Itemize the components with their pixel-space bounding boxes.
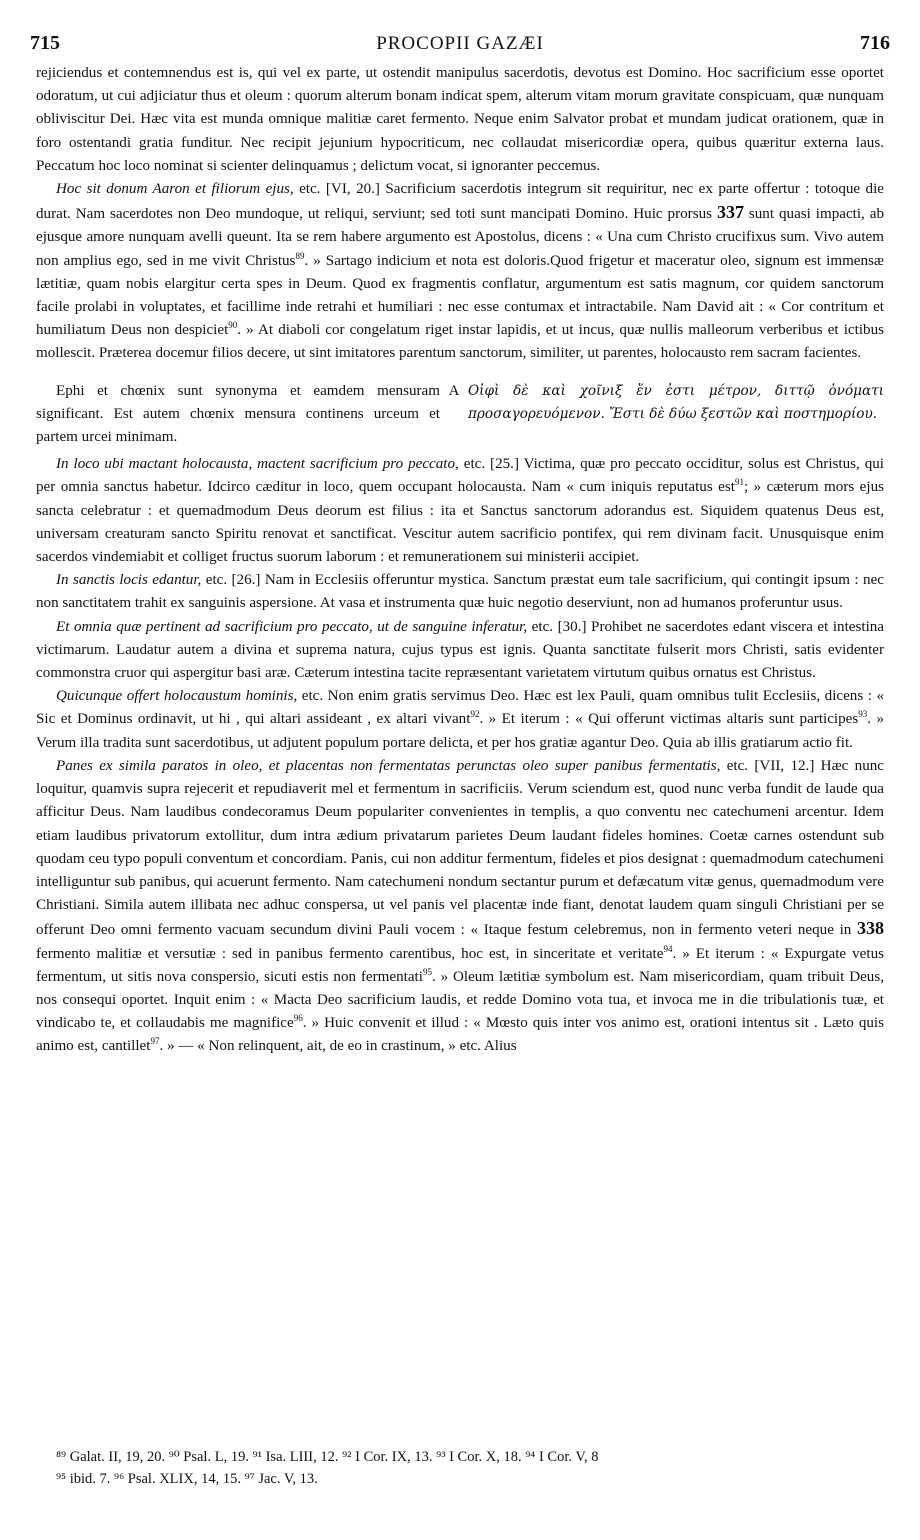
greek-column: Οἰφὶ δὲ καὶ χοῖνιξ ἕν ἐστι μέτρον, διττῷ ὀνόματι προσαγορευόμενον. Ἔστι δὲ δύω ξεστῶν καὶ ποστημορίου. (468, 382, 884, 422)
paragraph-text: . » Oleum lætitiæ symbolum est. Nam misericordiam, quam tribuit Deus, nos consequi oportet. Inquit enim : « Macta Deo sacrificium laudis, et redde Domino vota tua, et invoca me in die tribulationis tuæ, et vindicabo te, et collaudabis me magnifice (36, 968, 884, 1032)
paragraph-text: rejiciendus et contemnendus est is, qui vel ex parte, ut ostendit manipulus sacerdotis, devotus est Domino. Hoc sacrificium esse oportet odoratum, ut cui adjiciatur thus et oleum : quorum alterum bonam indicat spem, alterum vitam morum gravitate conspicuam, quæ nunquam obliviscitur Dei. Hæc vita est munda omnique malitiæ caret fermento. Neque enim Salvator probat et mundam judicat orationem, quæ in foro ostentandi gratia funditur. Nec recipit jejunium hypocriticum, nec collaudat misericordiæ opera, quibus quæritur externa laus. Peccatum hoc loco nominat si scienter delinquamus ; delictum vocat, si ignoranter peccemus. (36, 65, 884, 174)
lemma: Quicunque offert holocaustum hominis, (56, 688, 298, 705)
body-text (36, 62, 884, 1059)
paragraph-text: etc. Non enim gratis servimus Deo. Hæc est lex Pauli, quam omnibus tulit Ecclesiis, dicens : « Sic et Dominus ordinavit, ut hi , qui altari assideant , ex altari vivant (36, 688, 885, 728)
paragraph-4 (36, 569, 884, 615)
footnote-line: ⁸⁹ Galat. II, 19, 20. ⁹⁰ Psal. L, 19. ⁹¹ Isa. LIII, 12. ⁹² I Cor. IX, 13. ⁹³ I Cor. X, 18. ⁹⁴ I Cor. V, 8 (56, 1449, 599, 1465)
footnotes (56, 1446, 884, 1490)
footnote-ref: 96 (293, 1013, 303, 1024)
paragraph-5 (36, 616, 884, 686)
paragraph-text: . » Et iterum : « Qui offerunt victimas altaris sunt participes (479, 711, 859, 728)
paragraph-text: etc. [26.] Nam in Ecclesiis offeruntur mystica. Sanctum præstat eum tale sacrificium, qui contingit ipsum : nec non sanctitatem trahit ex sanguinis aspersione. At vasa et instrumenta quæ huic negotio deserviunt, non ad humanos proferuntur usus. (36, 572, 884, 612)
paragraph-text: . » Et iterum : « Expurgate vetus fermentum, ut sitis nova conspersio, sicuti estis non fermentati (36, 945, 884, 985)
paragraph-text: . » At diaboli cor congelatum riget instar lapidis, et ut incus, quæ nullis malleorum verberibus et ictibus mollescit. Præterea docemur filios decere, ut sint imitatores parentum sanctorum, similiter, ut parentes, holocausto rem sacram facientes. (36, 322, 884, 362)
column-number-337: 337 (716, 202, 744, 223)
footnote-ref: 89 (295, 250, 305, 261)
bilingual-block (36, 380, 884, 450)
latin-column: Ephi et chœnix sunt synonyma et eamdem mensuram significant. Est autem chœnix mensura continens urceum et partem urcei minimam. (36, 382, 440, 446)
lemma: In sanctis locis edantur, (56, 572, 202, 589)
footnote-line: ⁹⁵ ibid. 7. ⁹⁶ Psal. XLIX, 14, 15. ⁹⁷ Jac. V, 13. (56, 1471, 318, 1487)
paragraph-2 (36, 178, 884, 366)
paragraph-text: ; » cæterum mors ejus sancta celebratur : et quemadmodum Deus deorum est filius : ita et Sanctus sanctorum adorandus est. Siquidem quatenus Deus est, universam creaturam sancto Spiritu renovat et sanctificat. Vescitur autem sacrificio pontifex, qui rem divinam facit. Unusquisque enim sacerdos vindemiabit et colliget fructus suorum laborum : et remunerationem sui ministerii accipiet. (36, 479, 884, 566)
paragraph-text: etc. [VI, 20.] Sacrificium sacerdotis integrum sit requiritur, nec ex parte offertur : totoque die durat. Nam sacerdotes non Deo mundoque, ut reliqui, serviunt; sed toti sunt mancipati Domino. Huic prorsus (36, 181, 884, 223)
paragraph-7 (36, 755, 884, 1059)
footnote-ref: 94 (663, 943, 673, 954)
paragraph-text: fermento malitiæ et versutiæ : sed in panibus fermento carentibus, hoc est, in sinceritate et veritate (36, 945, 664, 962)
paragraph-text: etc. [25.] Victima, quæ pro peccato occiditur, solus est Christus, qui per omnia sanctus habetur. Idcirco cæditur in loco, quem occupant holocausta. Nam « cum iniquis reputatus est (36, 456, 885, 496)
page-header (30, 32, 890, 58)
paragraph-text: etc. [VII, 12.] Hæc nunc loquitur, quamvis supra rejecerit et repudiaverit mel et fermentum in sacrificiis. Verum sciendum est, quod nunc verba fundit de laude qua afficitur Deus. Nam laudibus condecoramus Deum populariter convenientes in templis, a quo conventu nec catechumeni arcentur. Idem etiam laudibus privatorum extollitur, dum intra ædium privatarum parietes Deum laudant fideles homines. Coetæ carnes ostendunt sub quodam ceu typo populi conventum et concordiam. Panis, cui non additur fermentum, fideles et pios designat : quemadmodum catechumeni intelliguntur sub panibus, qui acuerunt fermento. Nam catechumeni nondum sectantur purum et defæcatum vitæ genus, quemadmodum vere Christiani. Simila autem illibata nec adhuc conspersa, ut vel panis vel placentæ inde fiant, denotat laudem quam singuli Christiani per se offerunt Deo omni fermento vacuam secundum divini Pauli vocem : « Itaque festum celebremus, non in fermento veteri neque in (36, 757, 884, 939)
paragraph-3 (36, 453, 884, 569)
lemma: In loco ubi mactant holocausta, mactent sacrificium pro peccato, (56, 456, 459, 473)
footnote-ref: 93 (858, 709, 868, 720)
footnote-ref: 91 (734, 477, 744, 488)
footnote-ref: 95 (422, 966, 432, 977)
paragraph-text: . » Sartago indicium et nota est doloris.Quod frigetur et maceratur oleo, signum est immensæ lætitiæ, quam nobis elargitur certa spes in Deum. Quod ex fragmentis conflatur, argumentum est satis magnum, cor quidem sanctorum facile prolabi in voluptates, et facillime inde retrahi et humiliari : nec esse contumax et intractabile. Nam David ait : « Cor contritum et humiliatum Deus non despiciet (36, 252, 884, 339)
paragraph-6 (36, 685, 884, 755)
paragraph-text: sunt quasi impacti, ab ejusque amore nunquam avelli queunt. Ita se rem habere argumento est Apostolus, dicens : « Una cum Christo crucifixus sum. Vivo autem non amplius ego, sed in me vivit Christus (36, 206, 885, 269)
lemma: Panes ex simila paratos in oleo, et placentas non fermentatas perunctas oleo super panibus fermentatis, (56, 757, 721, 774)
paragraph-text: . » Huic convenit et illud : « Mœsto quis inter vos animo est, orationi intentus sit . Læto quis animo est, cantillet (36, 1015, 884, 1055)
lemma: Et omnia quæ pertinent ad sacrificium pro peccato, ut de sanguine inferatur, (56, 618, 528, 635)
paragraph-1 (36, 62, 884, 178)
running-title: PROCOPII GAZÆI (376, 33, 544, 54)
page-number-left: 715 (30, 32, 60, 54)
footnote-ref: 92 (470, 709, 480, 720)
paragraph-text: . » Verum illa tradita sunt sacerdotibus, ut adjutent populum portare delicta, et per hos gratiæ agantur Deo. Quia ab illis gratiarum actio fit. (36, 711, 885, 751)
paragraph-text: . » — « Non relinquent, ait, de eo in crastinum, » etc. Alius (159, 1038, 517, 1055)
footnote-ref: 97 (150, 1036, 160, 1047)
lemma: Hoc sit donum Aaron et filiorum ejus, (56, 181, 294, 198)
page-number-right: 716 (860, 32, 890, 54)
footnote-ref: 90 (228, 320, 238, 331)
paragraph-text: etc. [30.] Prohibet ne sacerdotes edant viscera et intestina victimarum. Laudatur autem a divina et suprema natura, cujus typus est ignis. Quanta sanctitate fulserit mors Christi, satis evidenter commonstra cruor qui aspergitur basi aræ. Cæterum intestina tacite repræsentant varietatem virtutum quibus ornatus est Christus. (36, 618, 885, 682)
margin-letter: A (448, 382, 460, 399)
column-number-338: 338 (857, 918, 884, 939)
